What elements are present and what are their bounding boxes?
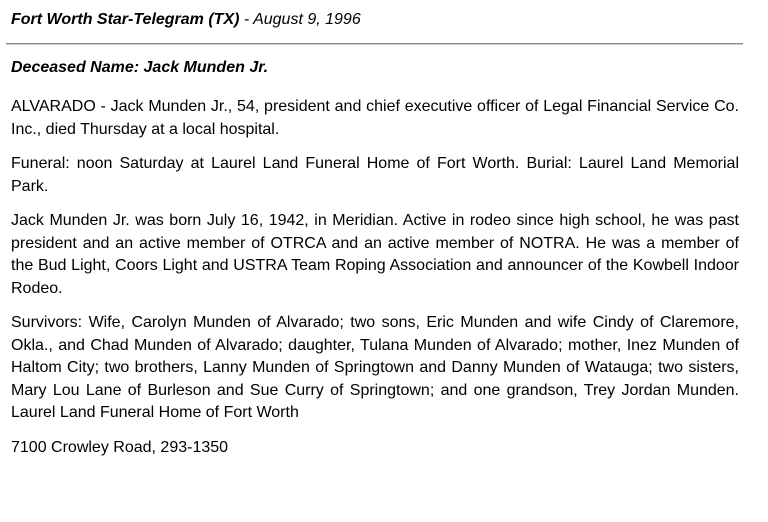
paragraph-survivors: Survivors: Wife, Carolyn Munden of Alvarado; two sons, Eric Munden and wife Cindy of Claremore, Okla., and Chad Munden of Alvarado; daughter, Tulana Munden of Alvarado; mother, Inez Munden of Haltom City; two brothers, Lanny Munden of Springtown and Danny Munden of Watauga; two sisters, Mary Lou Lane of Burleson and Sue Curry of Springtown; and one grandson, Trey Jordan Munden. Laurel Land Funeral Home of Fort Worth [11,314,739,421]
header-divider [6,43,743,45]
newspaper-name: Fort Worth Star-Telegram (TX) [11,11,240,28]
paragraph-announcement: ALVARADO - Jack Munden Jr., 54, president and chief executive officer of Legal Financial Service Co. Inc., died Thursday at a local hospital. [11,98,739,138]
paragraph-address: 7100 Crowley Road, 293-1350 [11,438,229,456]
masthead [11,10,361,30]
obituary-body [11,96,739,471]
deceased-name-heading: Deceased Name: Jack Munden Jr. [11,59,269,76]
paragraph-biography: Jack Munden Jr. was born July 16, 1942, in Meridian. Active in rodeo since high school, he was past president and an active member of OTRCA and an active member of NOTRA. He was a member of the Bud Light, Coors Light and USTRA Team Roping Association and announcer of the Kowbell Indoor Rodeo. [11,212,739,297]
publication-date: August 9, 1996 [253,11,361,28]
paragraph-funeral: Funeral: noon Saturday at Laurel Land Funeral Home of Fort Worth. Burial: Laurel Land Memorial Park. [11,155,739,195]
masthead-separator: - [239,11,254,28]
